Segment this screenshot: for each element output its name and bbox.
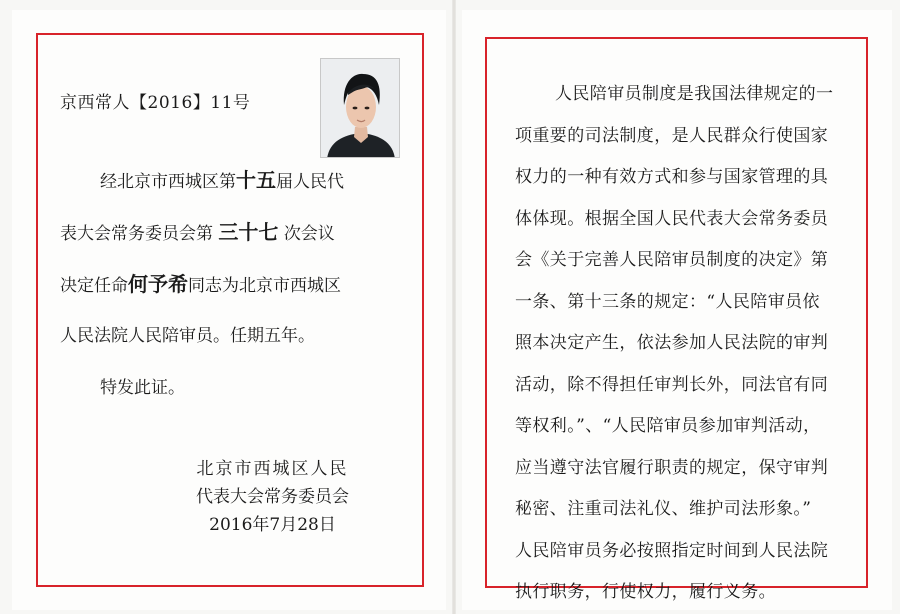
law-text-line: 应当遵守法官履行职责的规定，保守审判 <box>515 457 829 478</box>
appointment-line: 表大会常务委员会第 三十七 次会议 <box>60 220 335 244</box>
appointee-name: 何予希 <box>128 272 188 296</box>
law-text-line: 一条、第十三条的规定：“人民陪审员依 <box>515 291 820 312</box>
law-excerpt <box>515 80 855 614</box>
appointment-closing: 特发此证。 <box>100 378 185 398</box>
law-text-line: 项重要的司法制度，是人民群众行使国家 <box>515 125 829 146</box>
law-text-line: 照本决定产生，依法参加人民法院的审判 <box>515 333 829 353</box>
appointment-text <box>60 160 410 420</box>
issue-date: 2016年7月28日 <box>209 515 336 535</box>
law-text-line: 体体现。根据全国人民代表大会常务委员 <box>515 208 829 229</box>
document-number: 京西常人【2016】11号 <box>60 93 251 113</box>
law-text-line: 秘密、注重司法礼仪、维护司法形象。” <box>515 499 812 519</box>
portrait-photo <box>320 58 400 158</box>
appointment-line: 经北京市西城区第十五届人民代 <box>100 168 344 192</box>
meeting-number: 三十七 <box>218 220 279 244</box>
portrait-icon <box>321 59 400 158</box>
law-text-line: 人民陪审员制度是我国法律规定的一 <box>555 84 834 104</box>
law-text-line: 执行职务，行使权力，履行义务。 <box>515 582 776 602</box>
issuer-org-line1: 北京市西城区人民 <box>196 459 349 479</box>
appointment-line: 人民法院人民陪审员。任期五年。 <box>60 326 315 346</box>
law-text-line: 权力的一种有效方式和参与国家管理的具 <box>515 167 829 187</box>
law-text-line: 等权利。”、“人民陪审员参加审判活动， <box>515 416 821 436</box>
issuer-org-line2: 代表大会常务委员会 <box>196 487 349 507</box>
law-text-line: 会《关于完善人民陪审员制度的决定》第 <box>515 250 829 270</box>
law-text-line: 人民陪审员务必按照指定时间到人民法院 <box>515 540 829 561</box>
appointment-line: 决定任命何予希同志为北京市西城区 <box>60 272 341 296</box>
session-number: 十五 <box>236 168 276 192</box>
page-fold <box>452 0 456 614</box>
issuing-authority <box>196 455 349 539</box>
law-text-line: 活动，除不得担任审判长外，同法官有同 <box>515 374 829 395</box>
